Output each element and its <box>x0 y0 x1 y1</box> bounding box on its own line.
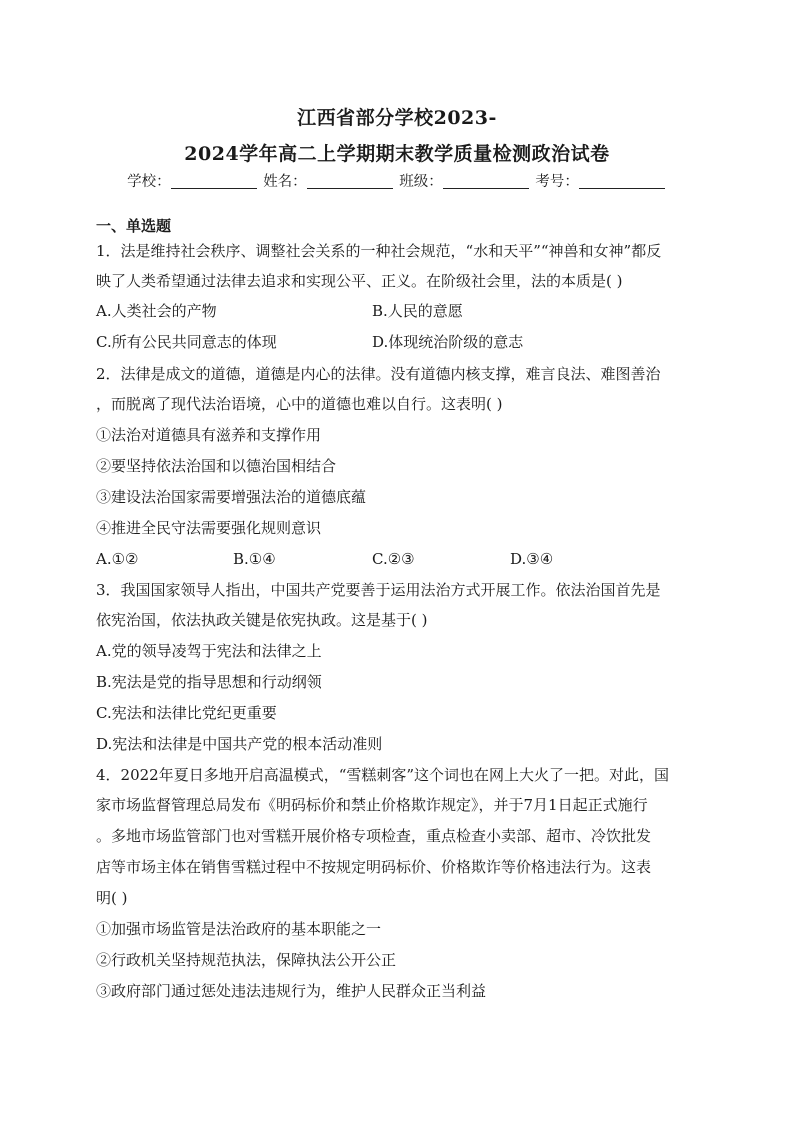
q2-statement-3: ③建设法治国家需要增强法治的道德底蕴 <box>96 488 367 506</box>
name-label: 姓名： <box>263 174 307 190</box>
q2-statement-2: ②要坚持依法治国和以德治国相结合 <box>96 457 337 475</box>
class-label: 班级： <box>399 174 443 190</box>
q2-statement-4: ④推进全民守法需要强化规则意识 <box>96 519 322 537</box>
number-label: 考号： <box>535 174 579 190</box>
q4-statement-1: ①加强市场监管是法治政府的基本职能之一 <box>96 920 382 938</box>
page-title-line2: 2024学年高二上学期期末教学质量检测政治试卷 <box>184 143 610 165</box>
q2-option-c[interactable]: C.②③ <box>372 550 415 568</box>
q2-stem-line1: 2．法律是成文的道德，道德是内心的法律。没有道德内核支撑，难言良法、难图善治 <box>96 365 661 383</box>
q4-stem-line5: 明( ) <box>96 889 128 907</box>
q2-option-a[interactable]: A.①② <box>96 550 139 568</box>
page-title-line1: 江西省部分学校2023- <box>297 107 497 129</box>
student-info-row <box>0 170 794 191</box>
q4-statement-2: ②行政机关坚持规范执法，保障执法公开公正 <box>96 951 397 969</box>
q3-option-a[interactable]: A.党的领导凌驾于宪法和法律之上 <box>96 642 322 660</box>
q3-option-c[interactable]: C.宪法和法律比党纪更重要 <box>96 704 277 722</box>
school-blank[interactable] <box>171 174 257 189</box>
q3-option-b[interactable]: B.宪法是党的指导思想和行动纲领 <box>96 673 322 691</box>
number-blank[interactable] <box>579 174 665 189</box>
name-blank[interactable] <box>307 174 393 189</box>
q4-stem-line3: 。多地市场监管部门也对雪糕开展价格专项检查，重点检查小卖部、超市、冷饮批发 <box>96 827 652 845</box>
q1-option-d[interactable]: D.体现统治阶级的意志 <box>372 333 524 351</box>
q2-option-d[interactable]: D.③④ <box>510 550 554 568</box>
class-blank[interactable] <box>443 174 529 189</box>
q3-stem-line1: 3．我国国家领导人指出，中国共产党要善于运用法治方式开展工作。依法治国首先是 <box>96 581 661 599</box>
q1-option-a[interactable]: A.人类社会的产物 <box>96 302 217 320</box>
section-heading: 一、单选题 <box>96 217 172 235</box>
q3-option-d[interactable]: D.宪法和法律是中国共产党的根本活动准则 <box>96 735 383 753</box>
q4-statement-3: ③政府部门通过惩处违法违规行为，维护人民群众正当利益 <box>96 982 487 1000</box>
q3-stem-line2: 依宪治国，依法执政关键是依宪执政。这是基于( ) <box>96 611 428 629</box>
q2-option-b[interactable]: B.①④ <box>233 550 276 568</box>
q1-option-b[interactable]: B.人民的意愿 <box>372 302 463 320</box>
q4-stem-line4: 店等市场主体在销售雪糕过程中不按规定明码标价、价格欺诈等价格违法行为。这表 <box>96 858 652 876</box>
q1-stem-line1: 1．法是维持社会秩序、调整社会关系的一种社会规范，“水和天平”“神兽和女神”都反 <box>96 242 662 260</box>
q4-stem-line2: 家市场监督管理总局发布《明码标价和禁止价格欺诈规定》，并于7月1日起正式施行 <box>96 796 648 814</box>
school-label: 学校： <box>127 174 171 190</box>
q2-statement-1: ①法治对道德具有滋养和支撑作用 <box>96 426 322 444</box>
q1-stem-line2: 映了人类希望通过法律去追求和实现公平、正义。在阶级社会里，法的本质是( ) <box>96 272 623 290</box>
q1-option-c[interactable]: C.所有公民共同意志的体现 <box>96 333 277 351</box>
q4-stem-line1: 4．2022年夏日多地开启高温模式，“雪糕刺客”这个词也在网上大火了一把。对此，国 <box>96 766 670 784</box>
q2-stem-line2: ，而脱离了现代法治语境，心中的道德也难以自行。这表明( ) <box>96 395 503 413</box>
